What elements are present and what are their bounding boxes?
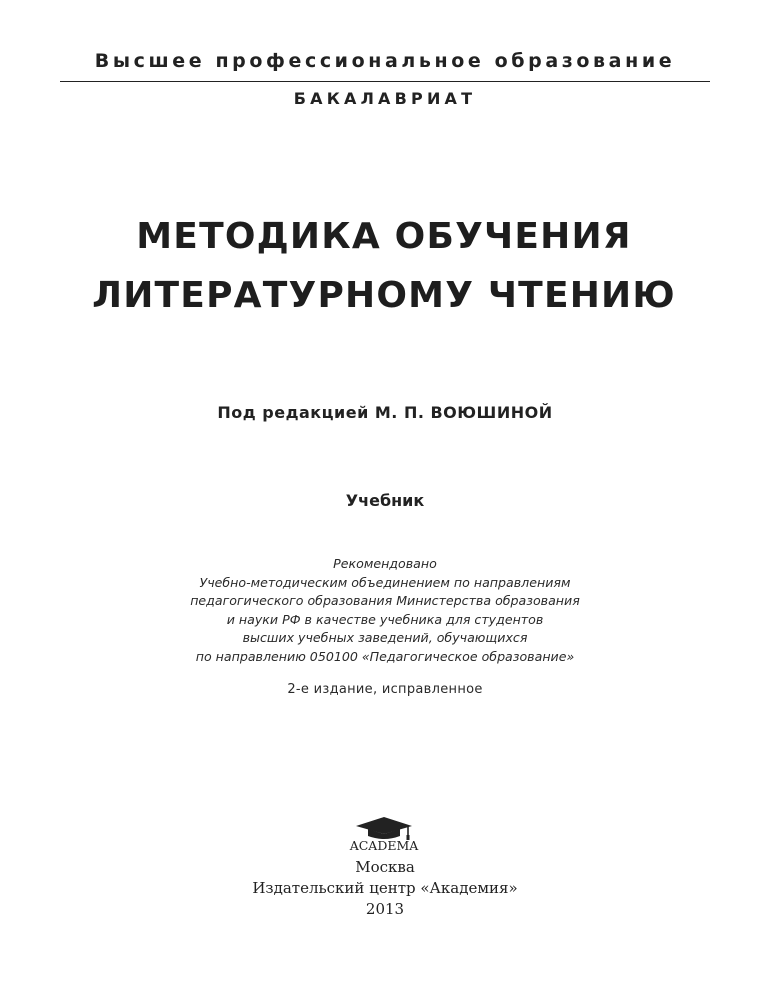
header-rule — [60, 81, 710, 82]
recommendation-line: Учебно-методическим объединением по направлениям — [199, 574, 571, 590]
recommendation-line: и науки РФ в качестве учебника для студентов — [226, 611, 544, 627]
imprint-block — [60, 857, 710, 920]
recommendation-line: высших учебных заведений, обучающихся — [242, 630, 528, 645]
recommendation-line: Рекомендовано — [333, 556, 437, 571]
publisher-name: Издательский центр «Академия» — [252, 879, 518, 897]
series-name: Высшее профессиональное образование — [94, 50, 676, 72]
mortarboard-icon — [356, 817, 412, 840]
book-title-line-2: ЛИТЕРАТУРНОМУ ЧТЕНИЮ — [92, 275, 676, 316]
publisher-logo-text: ACADEMA — [349, 838, 419, 852]
book-title-line-1: МЕТОДИКА ОБУЧЕНИЯ — [136, 216, 632, 257]
recommendation-line: педагогического образования Министерства образования — [190, 593, 580, 608]
editor-credit: Под редакцией М. П. ВОЮШИНОЙ — [217, 403, 553, 422]
recommendation-line: по направлению 050100 «Педагогическое образование» — [195, 648, 575, 664]
publisher-logo — [334, 812, 434, 852]
publication-year: 2013 — [365, 900, 405, 918]
publisher-city: Москва — [355, 858, 415, 876]
recommendation-block — [40, 555, 730, 666]
book-type: Учебник — [345, 491, 425, 510]
education-level: БАКАЛАВРИАТ — [293, 89, 477, 108]
edition-note: 2-е издание, исправленное — [287, 682, 483, 697]
